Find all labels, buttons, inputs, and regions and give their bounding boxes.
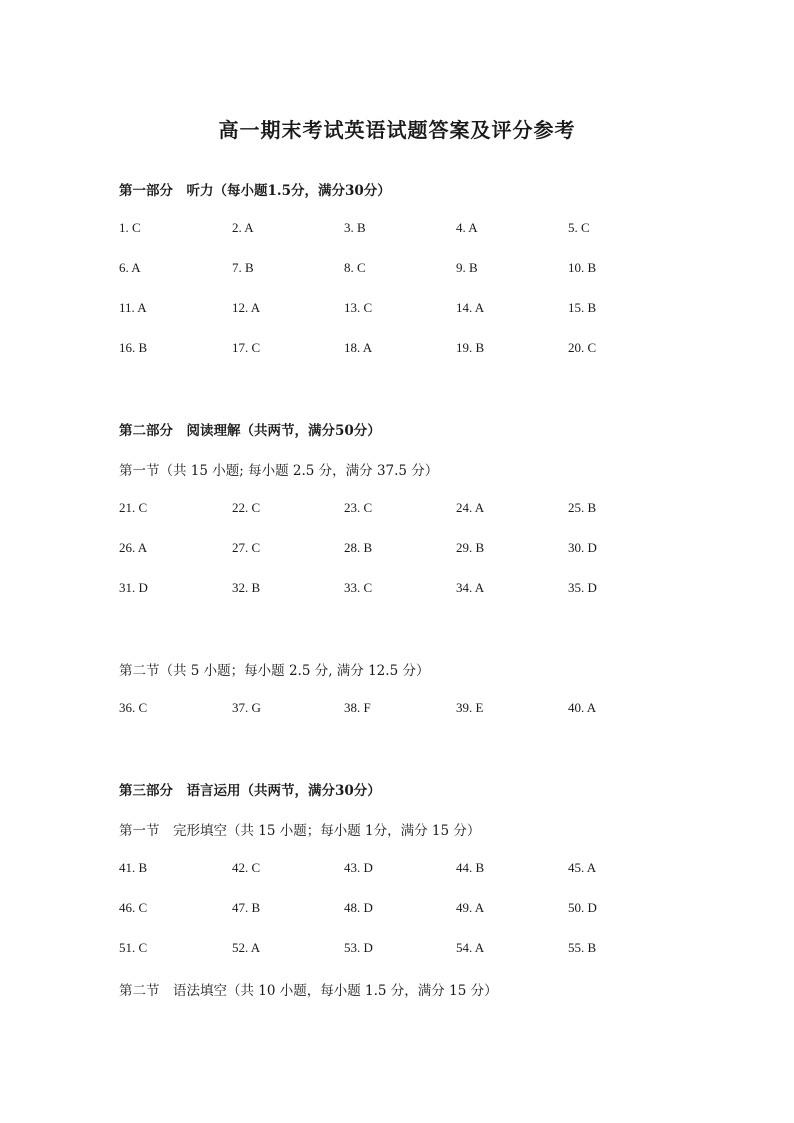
answer-item: 1. C [119, 220, 141, 235]
answer-item: 16. B [119, 340, 148, 355]
answer-item: 45. A [568, 860, 597, 875]
answer-item: 17. C [232, 340, 261, 355]
answer-item: 5. C [568, 220, 590, 235]
answer-item: 10. B [568, 260, 597, 275]
answer-item: 37. G [232, 700, 261, 715]
answer-item: 35. D [568, 580, 597, 595]
answer-item: 26. A [119, 540, 148, 555]
answer-item: 8. C [344, 260, 366, 275]
answer-item: 36. C [119, 700, 148, 715]
answer-item: 24. A [456, 500, 485, 515]
answer-item: 39. E [456, 700, 484, 715]
answer-item: 47. B [232, 900, 261, 915]
answer-item: 40. A [568, 700, 597, 715]
answer-item: 6. A [119, 260, 141, 275]
answer-item: 55. B [568, 940, 597, 955]
answer-item: 53. D [344, 940, 373, 955]
answer-item: 13. C [344, 300, 373, 315]
answer-item: 50. D [568, 900, 597, 915]
answer-item: 48. D [344, 900, 373, 915]
answer-item: 9. B [456, 260, 478, 275]
part2-section2-heading: 第二节（共 5 小题；每小题 2.5 分, 满分 12.5 分） [119, 663, 430, 679]
answer-item: 7. B [232, 260, 254, 275]
part3-section1-heading: 第一节 完形填空（共 15 小题；每小题 1分，满分 15 分） [119, 823, 481, 839]
answer-item: 27. C [232, 540, 261, 555]
part3-heading: 第三部分 语言运用（共两节，满分30分） [119, 783, 381, 799]
answer-item: 23. C [344, 500, 373, 515]
answer-item: 12. A [232, 300, 261, 315]
answer-item: 32. B [232, 580, 261, 595]
answer-item: 20. C [568, 340, 597, 355]
answer-item: 4. A [456, 220, 478, 235]
answer-item: 29. B [456, 540, 485, 555]
answer-item: 28. B [344, 540, 373, 555]
answer-item: 43. D [344, 860, 373, 875]
answer-item: 2. A [232, 220, 254, 235]
answer-item: 51. C [119, 940, 148, 955]
answer-item: 18. A [344, 340, 373, 355]
answer-item: 11. A [119, 300, 147, 315]
part2-section1-heading: 第一节（共 15 小题; 每小题 2.5 分，满分 37.5 分） [119, 463, 439, 479]
answer-item: 33. C [344, 580, 373, 595]
answer-item: 30. D [568, 540, 597, 555]
answer-item: 46. C [119, 900, 148, 915]
part3-section2-heading: 第二节 语法填空（共 10 小题，每小题 1.5 分，满分 15 分） [119, 983, 498, 999]
answer-item: 3. B [344, 220, 366, 235]
answer-item: 38. F [344, 700, 371, 715]
answer-item: 42. C [232, 860, 261, 875]
answer-item: 14. A [456, 300, 485, 315]
page-title: 高一期末考试英语试题答案及评分参考 [218, 118, 576, 142]
answer-item: 52. A [232, 940, 261, 955]
part2-heading: 第二部分 阅读理解（共两节，满分50分） [119, 423, 381, 439]
answer-item: 54. A [456, 940, 485, 955]
answer-item: 49. A [456, 900, 485, 915]
answer-item: 25. B [568, 500, 597, 515]
answer-item: 44. B [456, 860, 485, 875]
answer-item: 41. B [119, 860, 148, 875]
answer-item: 21. C [119, 500, 148, 515]
answer-item: 19. B [456, 340, 485, 355]
answer-item: 22. C [232, 500, 261, 515]
answer-item: 34. A [456, 580, 485, 595]
answer-item: 15. B [568, 300, 597, 315]
answer-item: 31. D [119, 580, 148, 595]
part1-heading: 第一部分 听力（每小题1.5分，满分30分） [119, 183, 391, 199]
